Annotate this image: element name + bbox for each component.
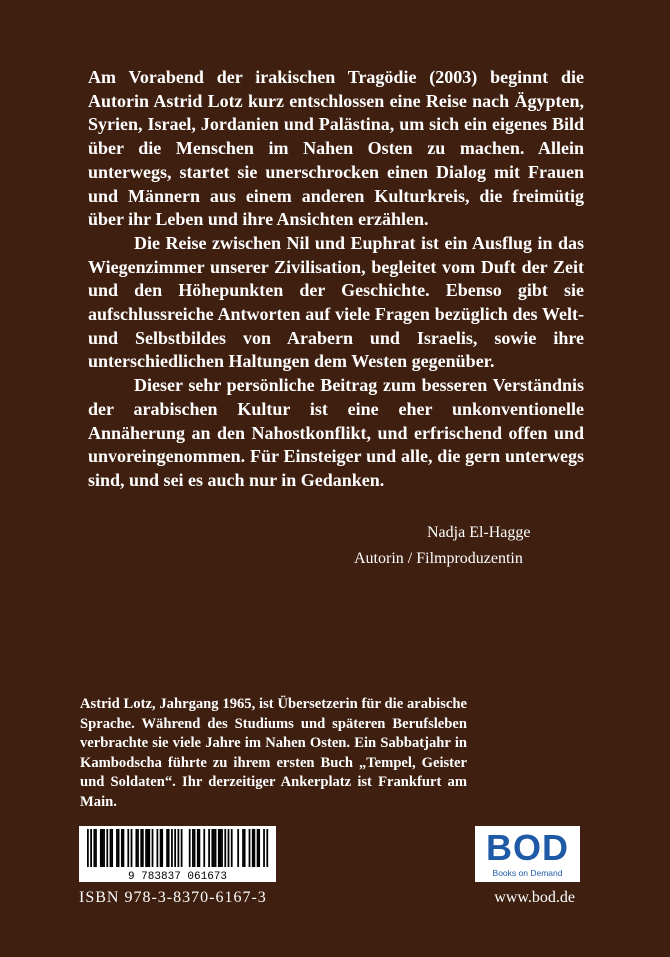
bod-logo-mark: BOD	[486, 827, 569, 868]
barcode-bar	[116, 829, 118, 867]
barcode-bar	[166, 829, 168, 867]
barcode-bar	[118, 829, 120, 867]
barcode-bar	[142, 829, 144, 867]
barcode-bar	[252, 829, 254, 867]
barcode-bar	[224, 829, 226, 867]
barcode-bar	[192, 829, 194, 867]
barcode-bar	[148, 829, 150, 867]
reviewer-name: Nadja El-Hagge	[427, 524, 531, 541]
barcode-bar	[174, 829, 176, 867]
barcode-bar	[197, 829, 199, 867]
barcode-graphic	[79, 826, 276, 882]
barcode-bar	[147, 829, 149, 867]
barcode-bar	[121, 829, 123, 867]
barcode-bar	[168, 829, 170, 867]
barcode-bar	[178, 829, 180, 867]
barcode-bar	[161, 829, 163, 867]
barcode-bar	[137, 829, 139, 867]
barcode-bar	[258, 829, 260, 867]
publisher-url: www.bod.de	[494, 889, 575, 906]
barcode-bar	[181, 829, 183, 867]
reviewer-role: Autorin / Filmproduzentin	[354, 550, 523, 567]
barcode-bar	[145, 829, 147, 867]
barcode-bar	[221, 829, 223, 867]
barcode-bar	[171, 829, 173, 867]
barcode-bar	[102, 829, 104, 867]
barcode-bar	[194, 829, 196, 867]
publisher-logo	[475, 826, 580, 882]
blurb-paragraph-1: Am Vorabend der irakischen Tragödie (2003) beginnt die Autorin Astrid Lotz kurz entschlossen eine Reise nach Ägypten, Syrien, Israel, Jordanien und Palästina, um sich ein eigenes Bild über die Menschen im Nahen Osten zu machen. Allein unterwegs, startet sie unerschrocken einen Dialog mit Frauen und Männern aus einem anderen Kulturkreis, die freimütig über ihr Leben und ihre Ansichten erzählen.	[88, 67, 584, 230]
barcode-bar	[100, 829, 102, 867]
barcode-bar	[87, 829, 89, 867]
barcode-bar	[103, 829, 105, 867]
barcode-bar	[111, 829, 113, 867]
barcode-bar	[213, 829, 215, 867]
barcode-bar	[203, 829, 205, 867]
barcode-bar	[140, 829, 142, 867]
back-cover-blurb	[88, 66, 584, 493]
blurb-paragraph-2: Die Reise zwischen Nil und Euphrat ist ein Ausflug in das Wiegenzimmer unserer Zivilisation, begleitet vom Duft der Zeit und den Höhepunkten der Geschichte. Ebenso gibt sie aufschlussreiche Antworten auf viele Fragen bezüglich des Welt- und Selbstbildes von Arabern und Israelis, sowie ihre unterschiedlichen Haltungen dem Westen gegenüber.	[88, 232, 584, 372]
barcode-bar	[220, 829, 222, 867]
barcode-bar	[93, 829, 95, 867]
author-bio: Astrid Lotz, Jahrgang 1965, ist Übersetzerin für die arabische Sprache. Während des Studiums und späteren Berufsleben verbrachte sie viele Jahre im Nahen Osten. Ein Sabbatjahr in Kambodscha führte zu ihrem ersten Buch „Tempel, Geister und Soldaten“. Ihr derzeitiger Ankerplatz ist Frankfurt am Main.	[80, 696, 467, 810]
blurb-paragraph-3: Dieser sehr persönliche Beitrag zum besseren Verständnis der arabischen Kultur ist eine eher unkonventionelle Annäherung an den Nahostkonflikt, und erfrischend offen und unvoreingenommen. Für Einsteiger und alle, die gern unterwegs sind, und sei es auch nur in Gedanken.	[88, 375, 584, 490]
barcode-bar	[231, 829, 233, 867]
barcode-bar	[218, 829, 220, 867]
barcode-bar	[253, 829, 255, 867]
barcode-bar	[244, 829, 246, 867]
barcode-bar	[90, 829, 92, 867]
barcode-bar	[123, 829, 125, 867]
barcode-bar	[199, 829, 201, 867]
isbn-number: ISBN 978-3-8370-6167-3	[79, 889, 267, 906]
barcode-bar	[131, 829, 133, 867]
barcode-bar	[106, 829, 108, 867]
reviewer-signature	[354, 520, 531, 572]
barcode-bar	[257, 829, 259, 867]
barcode-bar	[237, 829, 239, 867]
barcode-bar	[211, 829, 213, 867]
barcode-bar	[110, 829, 112, 867]
barcode-bar	[189, 829, 191, 867]
bod-logo-tagline: Books on Demand	[492, 868, 563, 878]
barcode-bar	[242, 829, 244, 867]
barcode-bar	[249, 829, 251, 867]
barcode-bar	[215, 829, 217, 867]
barcode-bar	[135, 829, 137, 867]
barcode-bar	[152, 829, 154, 867]
barcode-digits: 9 783837 061673	[127, 871, 228, 882]
barcode-bar	[266, 829, 268, 867]
isbn-barcode	[79, 826, 276, 882]
barcode-bar	[127, 829, 129, 867]
barcode-bar	[156, 829, 158, 867]
barcode-bar	[95, 829, 97, 867]
barcode-bar	[263, 829, 265, 867]
barcode-bar	[208, 829, 210, 867]
barcode-bar	[228, 829, 230, 867]
barcode-bar	[160, 829, 162, 867]
